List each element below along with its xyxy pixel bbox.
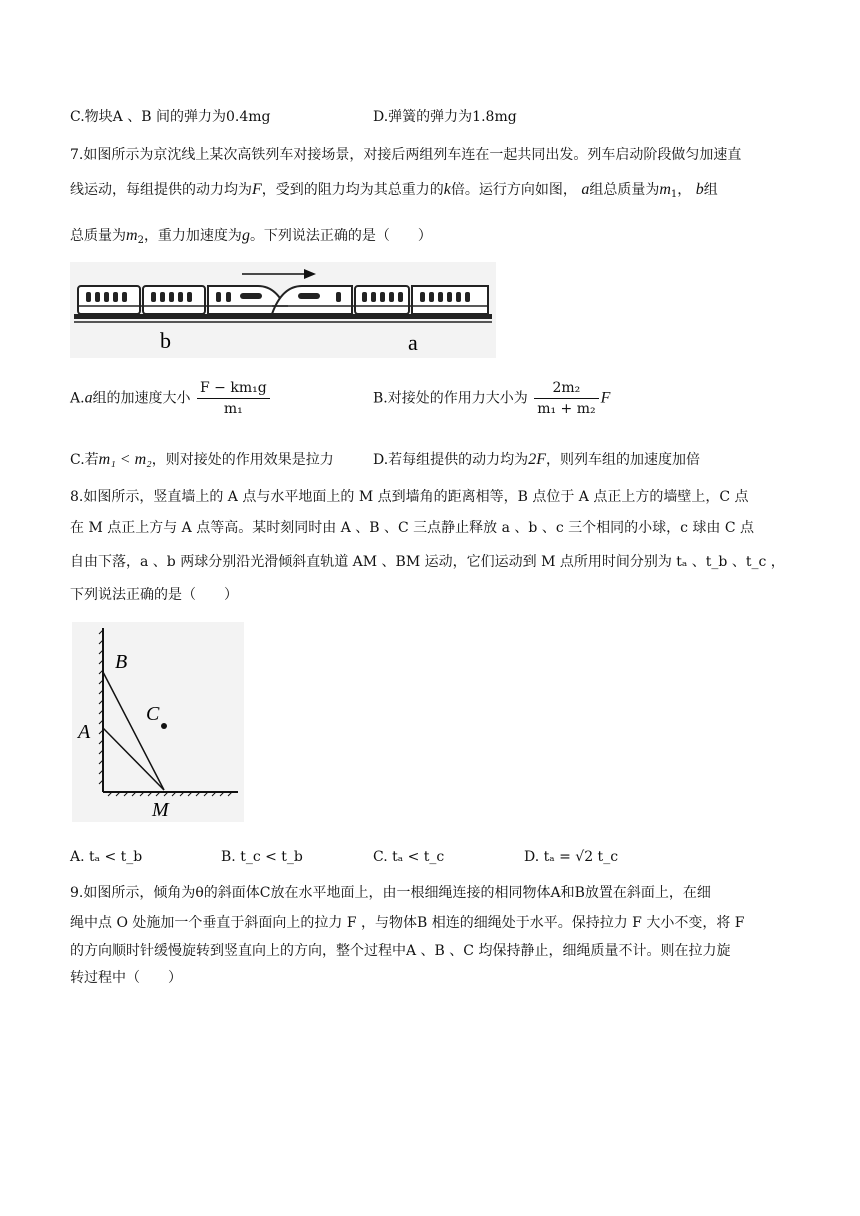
q7-option-c: C.若m₁ < m₂，则对接处的作用效果是拉力: [70, 451, 334, 468]
train-label-a: a: [408, 330, 418, 355]
label-B: B: [115, 651, 128, 673]
train-figure: [70, 262, 496, 358]
q8-stem-line4: 下列说法正确的是（ ）: [70, 587, 238, 603]
label-C: C: [146, 703, 160, 725]
incline-figure: [72, 622, 244, 822]
q8-option-a: A. tₐ < t_b: [70, 849, 143, 865]
q9-stem-line2: 绳中点 O 处施加一个垂直于斜面向上的拉力 F ，与物体B 相连的细绳处于水平。保持拉力 F 大小不变，将 F: [70, 915, 745, 931]
q8-option-d: D. tₐ = √2 t_c: [524, 849, 619, 865]
q7-option-a: A.a组的加速度大小 $\frac{\text{F − km₁g}}{\text{m₁}}$: [70, 378, 272, 419]
q8-stem-line3: 自由下落，a 、b 两球分别沿光滑倾斜直轨道 AM 、BM 运动，它们运动到 M 点所用时间分别为 tₐ 、t_b 、t_c ，: [70, 554, 785, 570]
q8-option-c: C. tₐ < t_c: [373, 849, 445, 865]
q7-stem-line3: 总质量为$m_2$，重力加速度为g。下列说法正确的是（ ）: [70, 227, 432, 246]
q7-stem-line2: 线运动，每组提供的动力均为F，受到的阻力均为其总重力的k倍。运行方向如图， a组总质量为$m_1$， b组: [70, 181, 718, 200]
q9-stem-line4: 转过程中（ ）: [70, 970, 182, 986]
label-A: A: [78, 721, 91, 743]
q8-option-b: B. t_c < t_b: [221, 849, 303, 865]
train-label-b: b: [160, 328, 171, 353]
q6-option-c: C.物块A 、B 间的弹力为0.4mg: [70, 109, 271, 125]
q9-stem-line1: 9.如图所示，倾角为θ的斜面体C放在水平地面上，由一根细绳连接的相同物体A和B放置在斜面上，在细: [70, 885, 711, 901]
q9-stem-line3: 的方向顺时针缓慢旋转到竖直向上的方向，整个过程中A 、B 、C 均保持静止，细绳质量不计。则在拉力旋: [70, 943, 731, 959]
q7-option-d: D.若每组提供的动力均为2F，则列车组的加速度加倍: [373, 451, 700, 468]
q6-option-d: D.弹簧的弹力为1.8mg: [373, 109, 517, 125]
q8-stem-line1: 8.如图所示，竖直墙上的 A 点与水平地面上的 M 点到墙角的距离相等，B 点位于 A 点正上方的墙壁上，C 点: [70, 489, 749, 505]
q7-stem-line1: 7.如图所示为京沈线上某次高铁列车对接场景，对接后两组列车连在一起共同出发。列车启动阶段做匀加速直: [70, 147, 742, 163]
label-M: M: [152, 799, 169, 821]
q8-stem-line2: 在 M 点正上方与 A 点等高。某时刻同时由 A 、B 、C 三点静止释放 a 、b 、c 三个相同的小球，c 球由 C 点: [70, 520, 755, 536]
q7-option-b: B.对接处的作用力大小为 $\frac{\text{2m₂}}{\text{m₁ + m₂}}$ F: [373, 380, 611, 417]
